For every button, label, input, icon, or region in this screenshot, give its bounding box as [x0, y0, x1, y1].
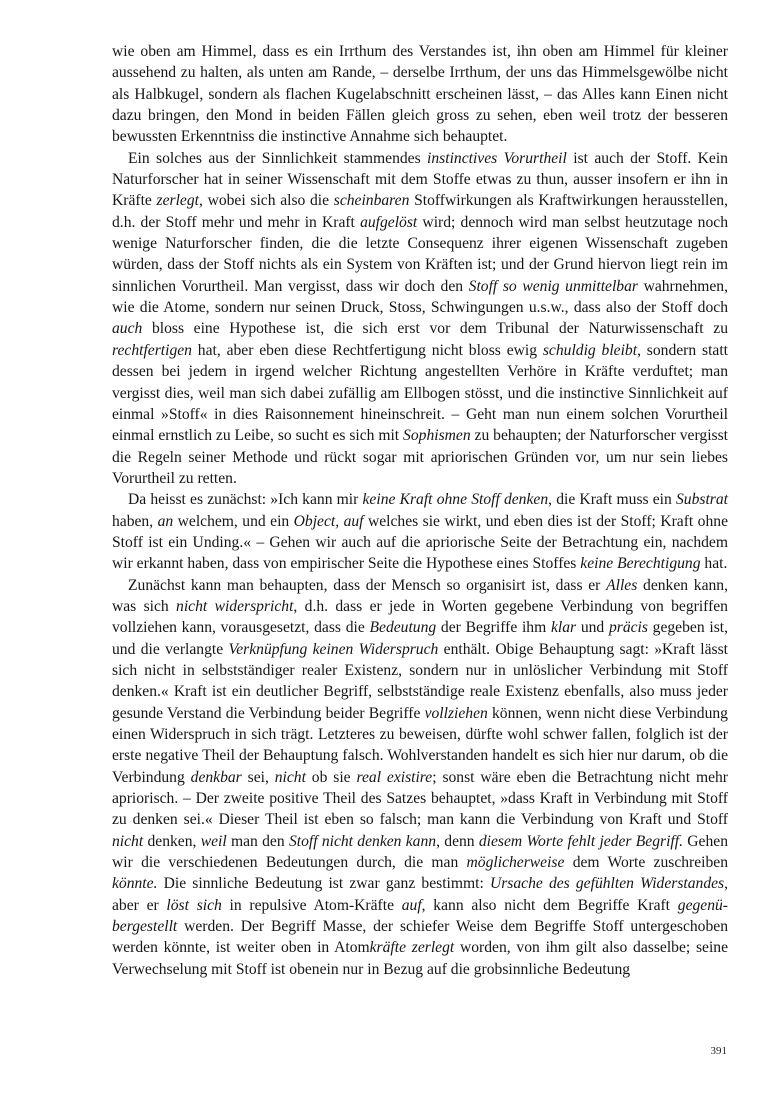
text-run: wie oben am Himmel, dass es ein Irrthum des Verstandes ist, ihn oben am Himmel für kleiner aussehend zu halten, als unten am Rande, – derselbe Irrthum, der uns das Himmelsgewölbe nicht als Halbkugel, sondern als flachen Kugelabschnitt erscheinen lässt, – das Alles kann Einen nicht dazu bringen, den Mond in beiden Fällen gleich gross zu sehen, eben weil trotz der besseren bewussten Erkenntniss die instinctive Annahme sich behauptet.: [112, 43, 728, 146]
text-run: , denn: [436, 832, 479, 850]
emphasized-text: aufgelöst: [360, 213, 418, 231]
text-run: , wobei sich also die: [198, 192, 334, 210]
text-run: Ein solches aus der Sinnlichkeit stammendes: [128, 149, 428, 167]
emphasized-text: nicht widerspricht: [176, 597, 294, 615]
emphasized-text: real existire: [356, 768, 433, 786]
text-run: Gehen wir die verschiedenen Bedeutungen durch, die man: [112, 832, 728, 872]
text-run: ; sonst wäre eben die Betrachtung nicht mehr apriorisch. – Der zweite positive Theil des Satzes behauptet, »dass Kraft in Verbindung mit Stoff zu denken sei.« Dieser Theil ist eben so falsch; man kann die Verbindung von Kraft und Stoff: [112, 768, 728, 829]
text-run: , aber er: [112, 875, 729, 914]
text-run: wahrnehmen, wie die Atome, sondern nur seinen Druck, Stoss, Schwingungen u.s.w., dass also der Stoff doch: [112, 277, 729, 317]
emphasized-text: Stoff so wenig unmittelbar: [468, 277, 638, 295]
text-run: und: [576, 619, 609, 637]
emphasized-text: scheinbaren: [333, 192, 410, 210]
text-run: , die Kraft muss ein: [548, 491, 676, 509]
emphasized-text: gegenübergestellt: [112, 896, 728, 936]
page-body: [112, 41, 728, 980]
emphasized-text: Sophismen: [403, 427, 471, 445]
emphasized-text: zerlegt: [156, 192, 199, 210]
text-run: ob sie: [305, 768, 357, 786]
text-run: welches sie wirkt, und eben dies ist der Stoff; Kraft ohne Stoff ist ein Unding.« – Gehen wir auch auf die apriorische Seite der Betrachtung ein, nachdem wir erkannt haben, dass von empirischer Seite die Hypothese eines Stoffes: [112, 512, 728, 573]
emphasized-text: könnte.: [112, 875, 158, 893]
text-run: enthält. Obige Behauptung sagt: »Kraft lässt sich nicht in selbstständiger realer Existenz, sondern nur in unlöslicher Verbindung mit Stoff denken.« Kraft ist ein deutlicher Begriff, selbstständige reale Existenz ebenfalls, also muss jeder gesunde Verstand die Verbindung beider Begriffe: [112, 640, 728, 722]
emphasized-text: präcis: [608, 619, 648, 637]
emphasized-text: keine Berechtigung: [580, 555, 701, 573]
text-run: Die sinnliche Bedeutung ist zwar ganz bestimmt:: [157, 875, 490, 893]
emphasized-text: an: [157, 512, 174, 530]
paragraph: [112, 148, 728, 490]
emphasized-text: Stoff nicht denken kann: [288, 832, 437, 850]
emphasized-text: rechtfertigen: [112, 341, 192, 359]
emphasized-text: vollziehen: [424, 704, 488, 722]
emphasized-text: nicht: [274, 768, 306, 786]
emphasized-text: Ursache des gefühlten Widerstandes: [489, 875, 725, 893]
paragraph: [112, 575, 728, 981]
emphasized-text: diesem Worte fehlt jeder Begriff.: [478, 832, 683, 850]
text-run: bloss eine Hypothese ist, die sich erst vor dem Tribunal der Naturwissenschaft zu: [142, 320, 728, 338]
text-run: denken,: [143, 832, 201, 850]
paragraph: [112, 41, 728, 148]
emphasized-text: weil: [200, 832, 227, 850]
emphasized-text: löst sich: [166, 896, 222, 914]
text-run: werden. Der Begriff Masse, der schiefer Weise dem Begriffe Stoff untergeschoben werden könnte, ist weiter oben in Atom: [112, 918, 728, 957]
text-run: sei,: [241, 768, 275, 786]
emphasized-text: Substrat: [676, 491, 728, 509]
text-run: hat, aber eben diese Rechtfertigung nicht bloss ewig: [191, 341, 543, 359]
text-run: denken kann, was sich: [112, 576, 728, 615]
text-run: Zunächst kann man behaupten, dass der Mensch so organisirt ist, dass er: [128, 576, 607, 594]
emphasized-text: Alles: [606, 576, 638, 594]
text-run: Da heisst es zunächst: »Ich kann mir: [128, 491, 363, 509]
text-run: in repulsive Atom-Kräfte: [221, 896, 402, 914]
emphasized-text: schuldig bleibt: [542, 341, 638, 359]
text-run: worden, von ihm gilt also dasselbe; seine Verwechselung mit Stoff ist obenein nur in Bezug auf die grobsinnliche Bedeutung: [112, 939, 729, 978]
text-run: zu behaupten; der Naturforscher vergisst die Regeln seiner Methode und rückt sogar mit apriorischen Gründen vor, um nur sein liebes Vorurtheil zu retten.: [112, 427, 728, 487]
text-run: können, wenn nicht diese Verbindung einen Widerspruch in sich trägt. Letzteres zu beweisen, dürfte wohl schwer fallen, folglich ist der erste negative Theil der Behauptung falsch. Wohlverstanden handelt es sich hier nur darum, ob die Verbindung: [112, 704, 728, 786]
emphasized-text: klar: [550, 619, 577, 637]
emphasized-text: möglicherweise: [466, 854, 565, 872]
emphasized-text: Bedeutung: [369, 619, 437, 637]
emphasized-text: auf: [401, 896, 422, 914]
emphasized-text: instinctives Vorurtheil: [427, 149, 567, 167]
emphasized-text: Object, auf: [293, 512, 364, 530]
text-run: man den: [226, 832, 289, 850]
page-number: 391: [710, 1045, 727, 1057]
text-run: , sondern statt dessen bei jedem in irgend welcher Richtung angestellten Verhöre in Kräfte verduftet; man vergisst dies, weil man sich dabei zufällig am Ellbogen stösst, und die instinctive Sinnlichkeit auf einmal »Stoff« in dies Raisonnement hineinschreit. – Geht man nun einem solchen Vorurtheil einmal ernstlich zu Leibe, so sucht es sich mit: [112, 341, 728, 445]
text-run: Stoffwirkungen als Kraftwirkungen herausstellen, d.h. der Stoff mehr und mehr in Kraft: [112, 192, 728, 231]
text-run: haben,: [112, 512, 158, 530]
emphasized-text: denkbar: [190, 768, 242, 786]
emphasized-text: keine Kraft ohne Stoff denken: [362, 491, 549, 509]
text-run: wird; dennoch wird man selbst heutzutage noch wenige Naturforscher finden, die die letzte Consequenz ihrer eigenen Wissenschaft zugeben würden, dass der Stoff nichts als ein System von Kräften ist; und der Grund hiervon liegt rein im sinnlichen Vorurtheil. Man vergisst, dass wir doch den: [112, 213, 728, 295]
text-run: welchem, und ein: [173, 512, 294, 530]
paragraph: [112, 489, 728, 574]
text-run: , d.h. dass er jede in Worten gegebene Verbindung von begriffen vollziehen kann, vorausgesetzt, dass die: [112, 597, 728, 637]
emphasized-text: Verknüpfung keinen Widerspruch: [228, 640, 439, 658]
emphasized-text: auch: [112, 320, 143, 338]
emphasized-text: nicht: [112, 832, 144, 850]
text-run: , kann also nicht dem Begriffe Kraft: [421, 896, 678, 914]
text-run: der Begriffe ihm: [436, 619, 551, 637]
text-run: ist auch der Stoff. Kein Naturforscher hat in seiner Wissenschaft mit dem Stoffe etwas zu thun, ausser insofern er ihn in Kräfte: [112, 149, 728, 210]
text-run: gegeben ist, und die verlangte: [112, 619, 728, 658]
text-run: dem Worte zuschreiben: [564, 854, 728, 872]
emphasized-text: kräfte zerlegt: [369, 939, 455, 957]
text-run: hat.: [700, 555, 728, 573]
